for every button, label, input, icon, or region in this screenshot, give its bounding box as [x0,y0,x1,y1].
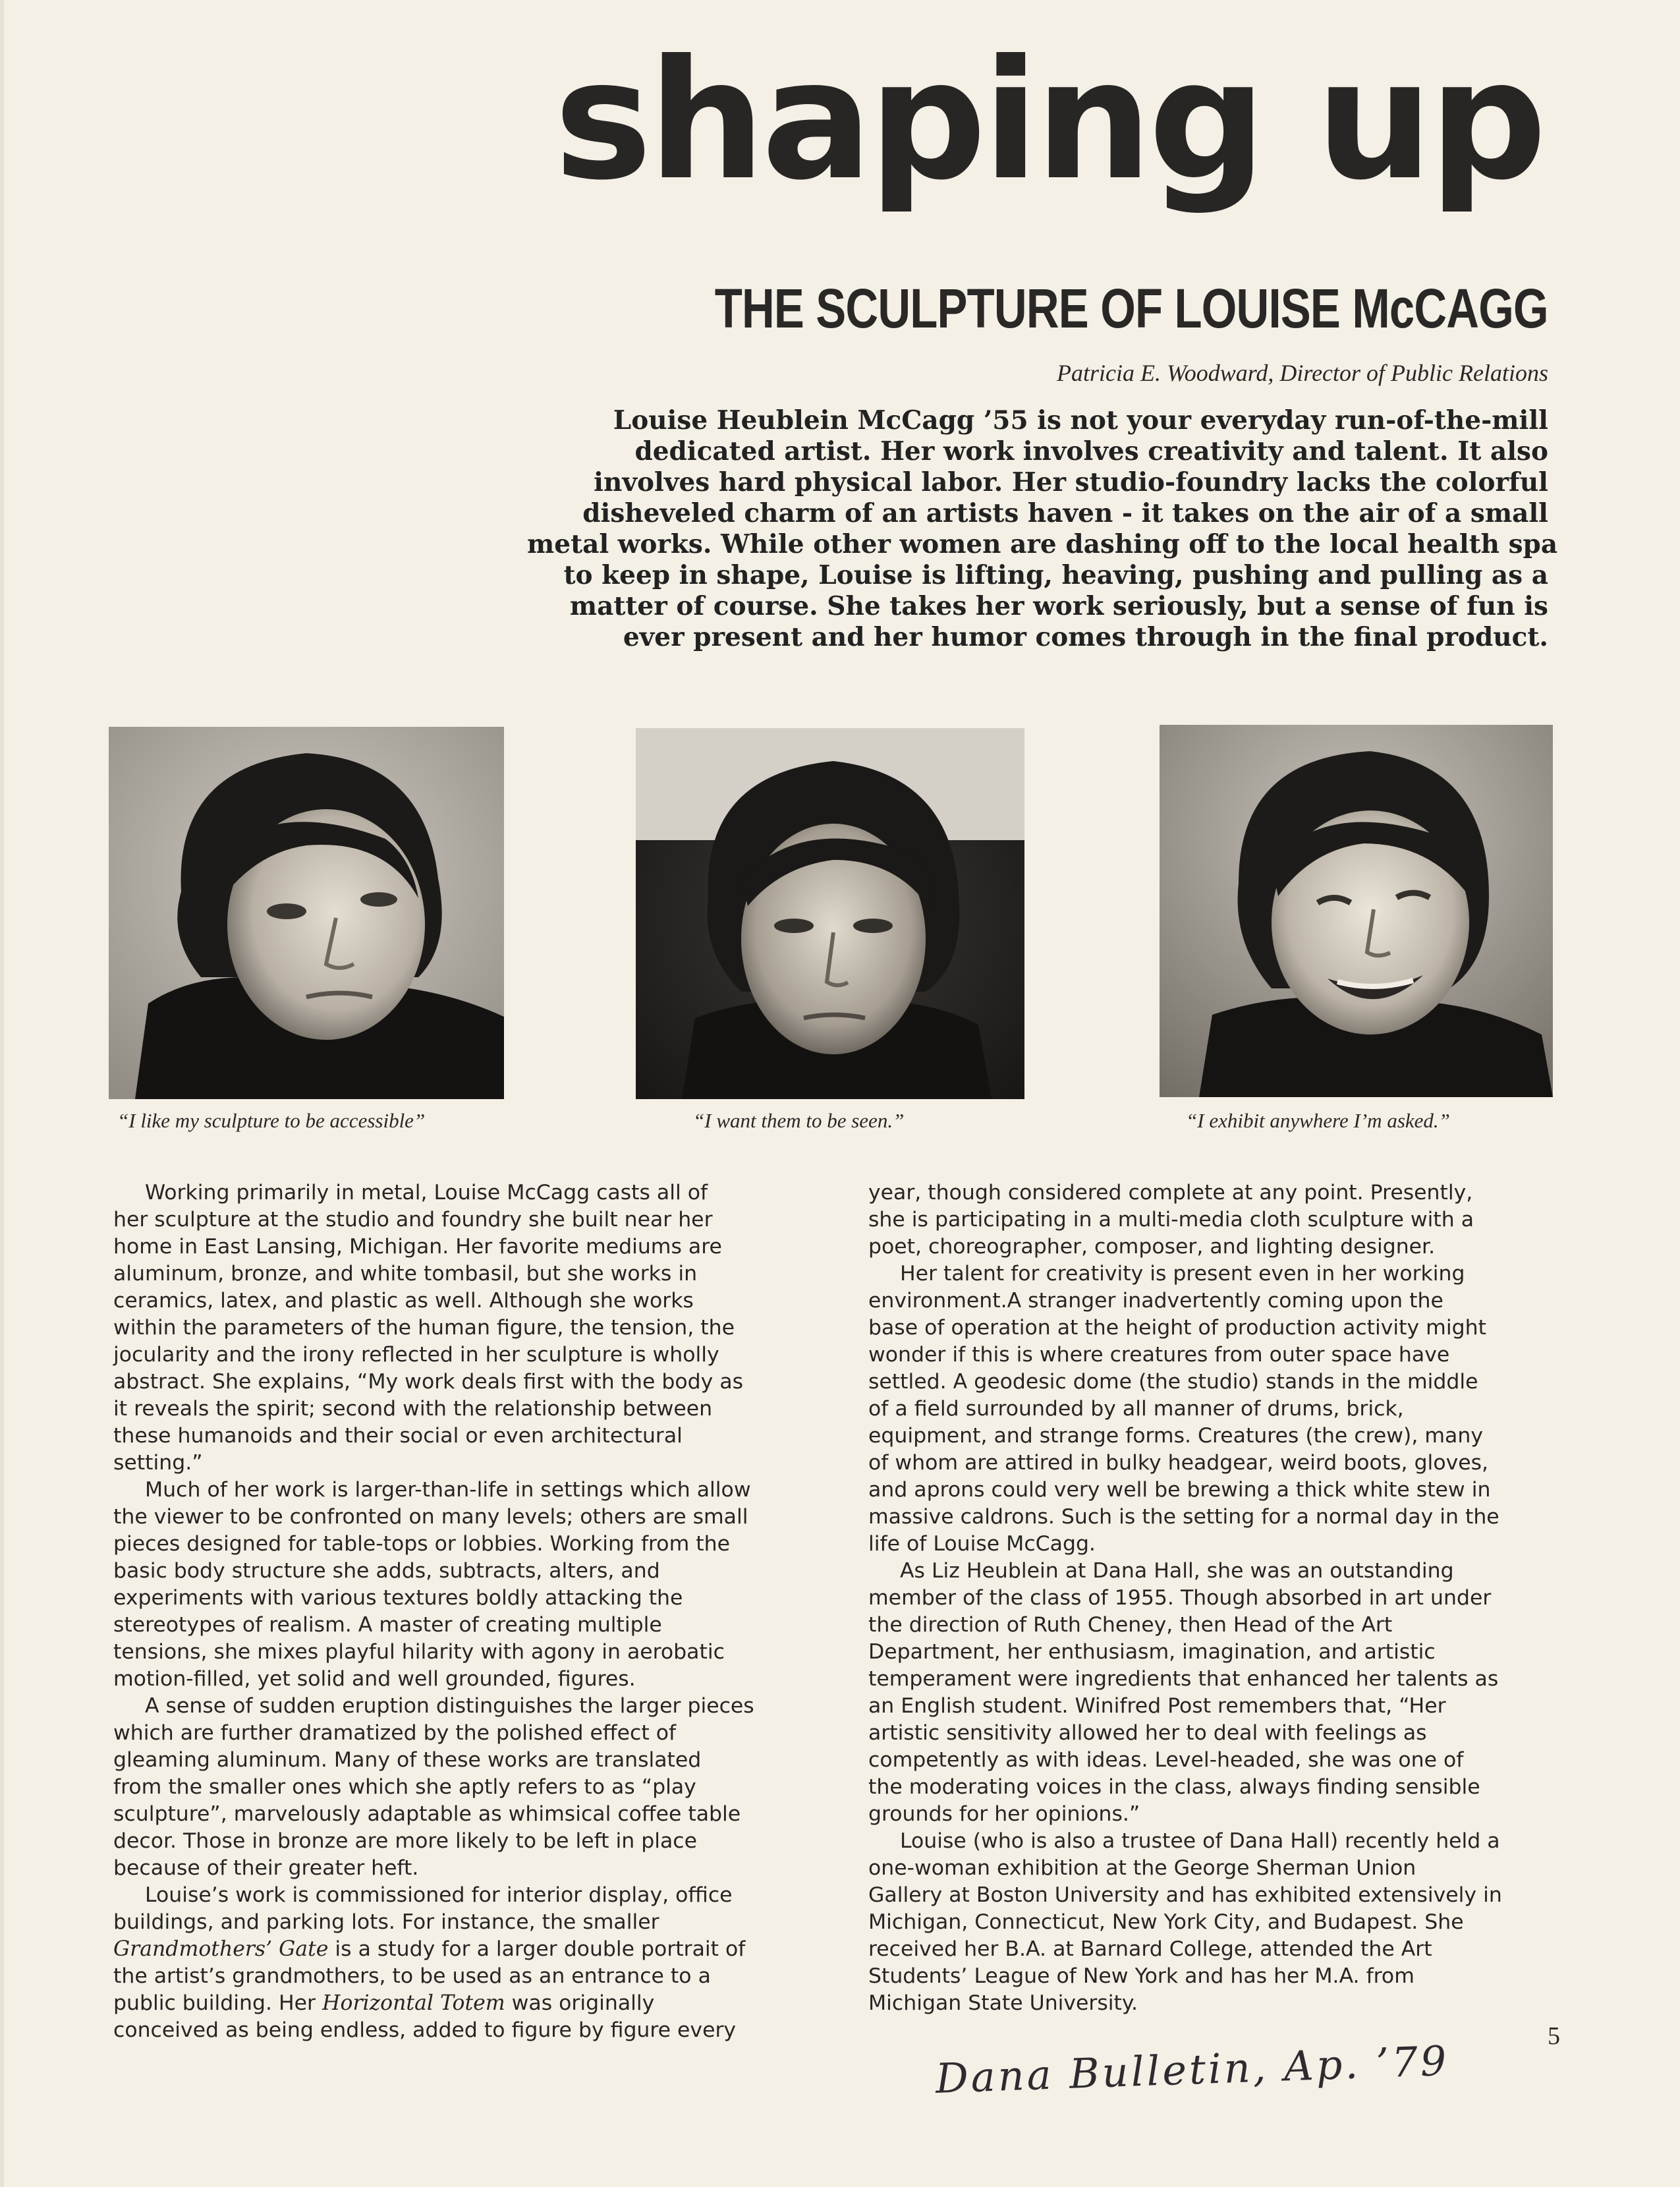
article-subtitle: THE SCULPTURE OF LOUISE McCAGG [714,277,1548,339]
body-line: Michigan, Connecticut, New York City, and Budapest. She [868,1910,1464,1934]
body-line: competently as with ideas. Level-headed, she was one of [868,1748,1464,1772]
body-line: temperament were ingredients that enhanced her talents as [868,1667,1499,1691]
lead-line: to keep in shape, Louise is lifting, heaving, pushing and pulling as a [563,560,1548,590]
body-line: As Liz Heublein at Dana Hall, she was an outstanding [900,1559,1454,1583]
handwritten-note: Dana Bulletin, Ap. ’79 [934,2036,1450,2103]
body-line: she is participating in a multi-media cloth sculpture with a [868,1208,1474,1232]
body-line [113,1990,754,2017]
body-line: Much of her work is larger-than-life in settings which allow [145,1478,751,1502]
photo-caption-3: “I exhibit anywhere I’m asked.” [1186,1109,1450,1132]
body-line: tensions, she mixes playful hilarity with agony in aerobatic [113,1640,725,1664]
body-line: massive caldrons. Such is the setting for a normal day in the [868,1505,1499,1529]
body-line: the artist’s grandmothers, to be used as an entrance to a [113,1964,711,1988]
body-line: home in East Lansing, Michigan. Her favorite mediums are [113,1235,722,1259]
article-byline: Patricia E. Woodward, Director of Public Relations [1057,360,1548,386]
lead-line: metal works. While other women are dashing off to the local health spa [527,529,1558,559]
body-line: motion-filled, yet solid and well grounded, figures. [113,1667,636,1691]
body-text: was originally [505,1991,655,2015]
lead-line: Louise Heublein McCagg ’55 is not your everyday run-of-the-mill [613,405,1548,436]
body-line: grounds for her opinions.” [868,1802,1140,1826]
body-line: ceramics, latex, and plastic as well. Although she works [113,1289,694,1313]
body-line: environment.A stranger inadvertently coming upon the [868,1289,1443,1313]
body-line: which are further dramatized by the polished effect of [113,1721,677,1745]
lead-paragraph [527,405,1558,653]
body-line: equipment, and strange forms. Creatures (the crew), many [868,1424,1483,1448]
lead-line: disheveled charm of an artists haven - it takes on the air of a small [582,498,1548,528]
body-line: Her talent for creativity is present even in her working [900,1262,1465,1286]
body-line: within the parameters of the human figure, the tension, the [113,1316,735,1340]
body-line: base of operation at the height of production activity might [868,1316,1486,1340]
body-line: her sculpture at the studio and foundry she built near her [113,1208,713,1232]
body-line: setting.” [113,1451,203,1475]
body-line: of a field surrounded by all manner of drums, brick, [868,1397,1404,1421]
body-line: jocularity and the irony reflected in her sculpture is wholly [113,1343,719,1367]
body-line: one-woman exhibition at the George Sherman Union [868,1856,1416,1880]
body-line: conceived as being endless, added to figure by figure every [113,2018,737,2042]
body-text: public building. Her [113,1991,323,2015]
body-line: basic body structure she adds, subtracts, alters, and [113,1559,660,1583]
body-line: pieces designed for table-tops or lobbies. Working from the [113,1532,730,1556]
body-line: member of the class of 1955. Though absorbed in art under [868,1586,1492,1610]
body-line: sculpture”, marvelously adaptable as whimsical coffee table [113,1802,741,1826]
body-line: buildings, and parking lots. For instance, the smaller [113,1910,659,1934]
body-line: Gallery at Boston University and has exhibited extensively in [868,1883,1502,1907]
body-line: Department, her enthusiasm, imagination, and artistic [868,1640,1436,1664]
body-line: of whom are attired in bulky headgear, weird boots, gloves, [868,1451,1489,1475]
body-line: gleaming aluminum. Many of these works are translated [113,1748,702,1772]
portrait-photo-1 [109,727,504,1099]
body-line: abstract. She explains, “My work deals first with the body as [113,1370,744,1394]
body-line: the viewer to be confronted on many levels; others are small [113,1505,748,1529]
body-line: decor. Those in bronze are more likely to be left in place [113,1829,697,1853]
body-line: settled. A geodesic dome (the studio) stands in the middle [868,1370,1478,1394]
body-line: stereotypes of realism. A master of creating multiple [113,1613,662,1637]
photo-caption-2: “I want them to be seen.” [693,1109,905,1132]
body-text: is a study for a larger double portrait of [328,1937,746,1961]
body-line: these humanoids and their social or even architectural [113,1424,683,1448]
body-line: an English student. Winifred Post remembers that, “Her [868,1694,1446,1718]
body-column-left [113,1179,754,2044]
lead-line: involves hard physical labor. Her studio-foundry lacks the colorful [594,467,1548,497]
sculpture-title: Grandmothers’ Gate [113,1937,329,1961]
body-line: the moderating voices in the class, always finding sensible [868,1775,1480,1799]
body-line: year, though considered complete at any point. Presently, [868,1181,1473,1205]
body-line: wonder if this is where creatures from outer space have [868,1343,1450,1367]
body-line: life of Louise McCagg. [868,1532,1096,1556]
body-line: Students’ League of New York and has her M.A. from [868,1964,1414,1988]
lead-line: dedicated artist. Her work involves creativity and talent. It also [634,436,1548,467]
page-number: 5 [1548,2022,1560,2050]
body-line: the direction of Ruth Cheney, then Head of the Art [868,1613,1393,1637]
portrait-photo-2 [636,728,1024,1099]
body-line: it reveals the spirit; second with the relationship between [113,1397,713,1421]
body-column-right [868,1179,1502,2017]
body-line [113,1936,754,1963]
sculpture-title: Horizontal Totem [322,1991,505,2015]
body-line: aluminum, bronze, and white tombasil, but she works in [113,1262,698,1286]
body-line: Louise (who is also a trustee of Dana Hall) recently held a [900,1829,1500,1853]
body-line: Michigan State University. [868,1991,1138,2015]
body-line: from the smaller ones which she aptly refers to as “play [113,1775,696,1799]
photo-caption-1: “I like my sculpture to be accessible” [117,1109,426,1132]
lead-line: ever present and her humor comes through in the final product. [623,622,1548,652]
article-headline: shaping up [553,24,1543,216]
portrait-photo-3 [1160,725,1553,1097]
body-line: and aprons could very well be brewing a thick white stew in [868,1478,1491,1502]
body-line: because of their greater heft. [113,1856,419,1880]
body-line: poet, choreographer, composer, and lighting designer. [868,1235,1436,1259]
body-line: received her B.A. at Barnard College, attended the Art [868,1937,1432,1961]
body-line: experiments with various textures boldly attacking the [113,1586,683,1610]
body-line: artistic sensitivity allowed her to deal with feelings as [868,1721,1427,1745]
lead-line: matter of course. She takes her work seriously, but a sense of fun is [569,591,1548,621]
body-line: Working primarily in metal, Louise McCagg casts all of [145,1181,708,1205]
body-line: A sense of sudden eruption distinguishes the larger pieces [145,1694,754,1718]
body-line: Louise’s work is commissioned for interior display, office [145,1883,733,1907]
